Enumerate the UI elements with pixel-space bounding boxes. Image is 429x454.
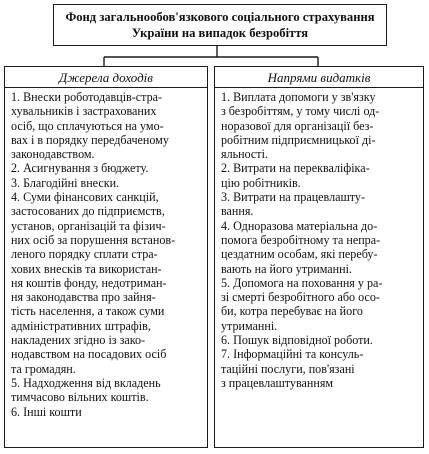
expense-direction-item-3-line: 3. Витрати на працевлашту-: [221, 190, 366, 205]
expense-direction-item-3-line: вання.: [221, 204, 254, 219]
expense-direction-item-4-line: 4. Одноразова матеріальна до-: [221, 218, 378, 233]
income-source-item-1-line: вах і в порядку передбаченому: [11, 132, 169, 147]
income-source-item-5: [11, 376, 203, 405]
expense-direction-item-2-line: цію робітників.: [221, 175, 301, 190]
income-source-item-4-line: та громадян.: [11, 361, 76, 376]
expense-direction-item-2-line: 2. Витрати на перекваліфіка-: [221, 161, 370, 176]
expense-direction-item-1-line: норазової для організації без-: [221, 118, 374, 133]
expense-direction-item-4-line: помога безробітному та непра-: [221, 232, 381, 247]
income-source-item-1-line: хувальників і застрахованих: [11, 104, 157, 119]
expense-direction-item-5-line: 5. Допомога на поховання у ра-: [221, 275, 383, 290]
expense-directions-box: [214, 66, 424, 448]
income-source-item-6: [11, 405, 203, 419]
expense-direction-item-4-line: вають на його утриманні.: [221, 261, 352, 276]
expense-direction-item-1-line: з безробіттям, у тому числі од-: [221, 104, 380, 119]
income-source-item-4: [11, 190, 203, 376]
income-source-item-4-line: застосованих до підприємств,: [11, 204, 165, 219]
income-source-item-4-line: нодавством на посадових осіб: [11, 347, 167, 362]
expense-direction-item-5: [221, 276, 419, 333]
income-sources-list: [5, 88, 207, 419]
expense-direction-item-5-line: би, котра перебуває на його: [221, 304, 363, 319]
income-source-item-4-line: накладених згідно із зако-: [11, 333, 146, 348]
expense-direction-item-7-line: 7. Інформаційні та консуль-: [221, 347, 364, 362]
expense-direction-item-6-line: 6. Пошук відповідної роботи.: [221, 333, 373, 348]
income-source-item-1-line: осіб, що сплачуються на умо-: [11, 118, 164, 133]
expense-direction-item-7: [221, 347, 419, 390]
expense-direction-item-2: [221, 161, 419, 190]
expense-direction-item-5-line: утриманні.: [221, 318, 278, 333]
income-source-item-4-line: леного порядку сплати стра-: [11, 247, 158, 262]
expense-direction-item-1: [221, 90, 419, 161]
income-sources-box: [4, 66, 208, 448]
income-source-item-1-line: 1. Внески роботодавців-стра-: [11, 90, 163, 104]
income-source-item-1-line: законодавством.: [11, 147, 95, 162]
expense-directions-list: [215, 88, 423, 390]
income-source-item-4-line: адміністративних штрафів,: [11, 318, 151, 333]
income-source-item-1: [11, 90, 203, 161]
expense-direction-item-1-line: 1. Виплата допомоги у зв'язку: [221, 90, 376, 104]
expense-direction-item-5-line: зі смерті безробітного або осо-: [221, 290, 380, 305]
expense-direction-item-3: [221, 190, 419, 219]
income-source-item-2: [11, 161, 203, 175]
income-source-item-4-line: 4. Суми фінансових санкцій,: [11, 190, 159, 205]
fund-title-box: [53, 4, 387, 46]
income-source-item-4-line: хових внесків та використан-: [11, 261, 162, 276]
income-source-item-5-line: 5. Надходження від вкладень: [11, 375, 161, 390]
income-source-item-5-line: тимчасово вільних коштів.: [11, 390, 149, 405]
income-source-item-4-line: них осіб за порушення встанов-: [11, 232, 176, 247]
expense-direction-item-7-line: з працевлаштуванням: [221, 375, 334, 390]
expense-direction-item-6: [221, 333, 419, 347]
income-source-item-4-line: ня законодавства про зайня-: [11, 290, 156, 305]
fund-title-line-1: Фонд загальнообов'язкового соціального страхування: [65, 10, 375, 24]
income-source-item-3-line: 3. Благодійні внески.: [11, 175, 120, 190]
expense-direction-item-1-line: робітним підприємницької ді-: [221, 132, 376, 147]
income-source-item-2-line: 2. Асигнування з бюджету.: [11, 161, 149, 176]
income-source-item-6-line: 6. Інші кошти: [11, 404, 82, 419]
expense-direction-item-7-line: таційні послуги, пов'язані: [221, 361, 355, 376]
income-source-item-4-line: установ, організацій та фізич-: [11, 218, 166, 233]
income-sources-header: Джерела доходів: [5, 67, 207, 88]
expense-direction-item-1-line: яльності.: [221, 147, 268, 162]
expense-direction-item-4: [221, 219, 419, 276]
income-source-item-4-line: ня коштів фонду, недотриман-: [11, 275, 167, 290]
income-source-item-3: [11, 176, 203, 190]
income-source-item-4-line: тість населення, а також суми: [11, 304, 165, 319]
expense-directions-header: Напрями видатків: [215, 67, 423, 88]
expense-direction-item-4-line: цездатним особам, які перебу-: [221, 247, 378, 262]
fund-title-line-2: України на випадок безробіття: [131, 26, 309, 40]
